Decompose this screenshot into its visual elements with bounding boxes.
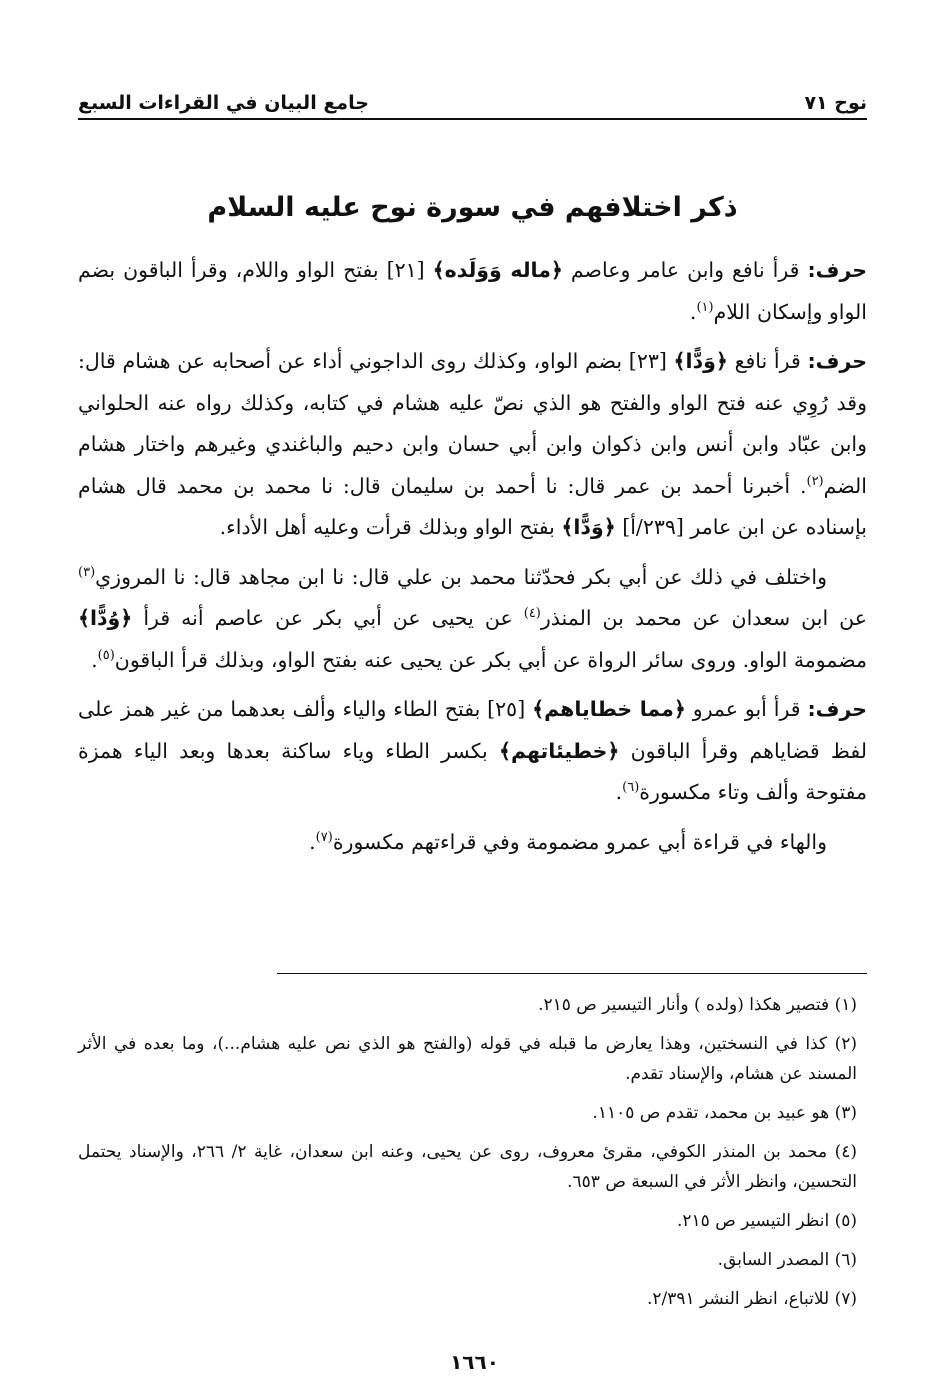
footnote-ref: (٣) [78, 564, 96, 580]
paragraph-text: عن ابن سعدان عن محمد بن المنذر [540, 606, 867, 630]
paragraph-2 [78, 341, 867, 549]
footnote-ref: (٤) [523, 606, 541, 622]
paragraph-text: [٢١] بفتح الواو واللام، وقرأ الباقون بضم الواو وإسكان اللام [78, 258, 867, 324]
paragraph-3 [78, 557, 867, 682]
paragraph-text: والهاء في قراءة أبي عمرو مضمومة وفي قراءتهم مكسورة [332, 829, 827, 854]
header-surah: نوح ٧١ [804, 92, 867, 114]
footnote-divider [277, 973, 867, 974]
paragraph-text: قرأ نافع وابن عامر وعاصم [562, 258, 808, 282]
paragraph-5 [78, 822, 867, 864]
footnote-3: (٣) هو عبيد بن محمد، تقدم ص ١١٠٥. [592, 1103, 857, 1123]
footnote-ref: (١) [696, 299, 714, 315]
paragraph-1 [78, 250, 867, 333]
footnote-7: (٧) للاتباع، انظر النشر ٢/٣٩١. [646, 1289, 857, 1309]
footnote-ref: (٢) [806, 473, 824, 489]
quranic-quote: ﴿وُدًّا﴾ [78, 606, 133, 630]
paragraph-text: بكسر الطاء وياء ساكنة بعدها وبعد الياء همزة مفتوحة وألف وتاء مكسورة [78, 738, 867, 804]
footnote-1: (١) فتصير هكذا (ولده ) وأنار التيسير ص ٢١٥. [538, 995, 857, 1015]
quranic-quote: ﴿وَدًّا﴾ [561, 515, 616, 539]
quranic-quote: ﴿مما خطاياهم﴾ [532, 697, 686, 721]
body-text [78, 250, 867, 871]
paragraph-end: . [91, 647, 98, 672]
page-number: ١٦٦٠ [450, 1350, 499, 1374]
paragraph-text: [٢٣] بضم الواو، وكذلك روى الداجوني أداء عن أصحابه عن هشام قال: وقد رُوِي عنه فتح الواو والفتح هو الذي نصّ عليه هشام في كتابه، وكذلك رواه عنه الحلواني وابن عبّاد وابن أنس وابن ذكوان وابن أبي حسان وابن دحيم والباغندي وغيرهم واختار هشام الضم [78, 349, 867, 498]
quranic-quote: ﴿ماله وَوَلَده﴾ [432, 258, 563, 282]
paragraph-text: مضمومة الواو. وروى سائر الرواة عن أبي بكر عن يحيى عنه بفتح الواو، وبذلك قرأ الباقون [114, 647, 867, 672]
paragraph-text: [٢٥] بفتح الطاء والياء وألف بعدهما من غير همز على لفظ قضاياهم وقرأ الباقون [78, 697, 867, 763]
footnote-4: (٤) محمد بن المنذر الكوفي، مقرئ معروف، روى عن يحيى، وعنه ابن سعدان، غاية ٢/ ٢٦٦، والإسناد يحتمل التحسين، وانظر الأثر في السبعة ص ٦٥٣. [78, 1142, 857, 1192]
paragraph-lead: حرف: [807, 697, 867, 721]
footnote-2: (٢) كذا في النسختين، وهذا يعارض ما قبله في قوله (والفتح هو الذي نص عليه هشام...)، وما بعده في الأثر المسند عن هشام، والإسناد تقدم. [78, 1034, 857, 1084]
paragraph-end: . [615, 780, 623, 804]
paragraph-text: واختلف في ذلك عن أبي بكر فحدّثنا محمد بن علي قال: نا ابن مجاهد قال: نا المروزي [95, 564, 827, 589]
paragraph-text: . أخبرنا أحمد بن عمر قال: نا أحمد بن سليمان قال: نا محمد بن محمد قال هشام بإسناده عن ابن عامر [٢٣٩/أ] [78, 473, 867, 539]
quranic-quote: ﴿وَدًّا﴾ [673, 349, 728, 373]
chapter-title: ذكر اختلافهم في سورة نوح عليه السلام [207, 192, 738, 223]
paragraph-text: عن يحيى عن أبي بكر عن عاصم أنه قرأ [132, 606, 524, 630]
paragraph-4 [78, 689, 867, 814]
quranic-quote: ﴿خطيئاتهم﴾ [498, 738, 620, 763]
paragraph-text: قرأ نافع [727, 349, 808, 373]
footnote-6: (٦) المصدر السابق. [717, 1250, 857, 1270]
footnote-ref: (٦) [622, 780, 640, 796]
footnote-5: (٥) انظر التيسير ص ٢١٥. [676, 1211, 857, 1231]
footnotes [78, 990, 867, 1323]
paragraph-end: . [689, 299, 697, 324]
footnote-ref: (٧) [315, 829, 333, 845]
paragraph-lead: حرف: [807, 258, 867, 282]
paragraph-text: بفتح الواو وبذلك قرأت وعليه أهل الأداء. [219, 515, 562, 539]
footnote-ref: (٥) [97, 647, 115, 663]
running-header [78, 86, 867, 120]
paragraph-end: . [309, 829, 316, 854]
header-book-title: جامع البيان في القراءات السبع [78, 92, 369, 114]
paragraph-text: قرأ أبو عمرو [685, 697, 808, 721]
paragraph-lead: حرف: [807, 349, 867, 373]
